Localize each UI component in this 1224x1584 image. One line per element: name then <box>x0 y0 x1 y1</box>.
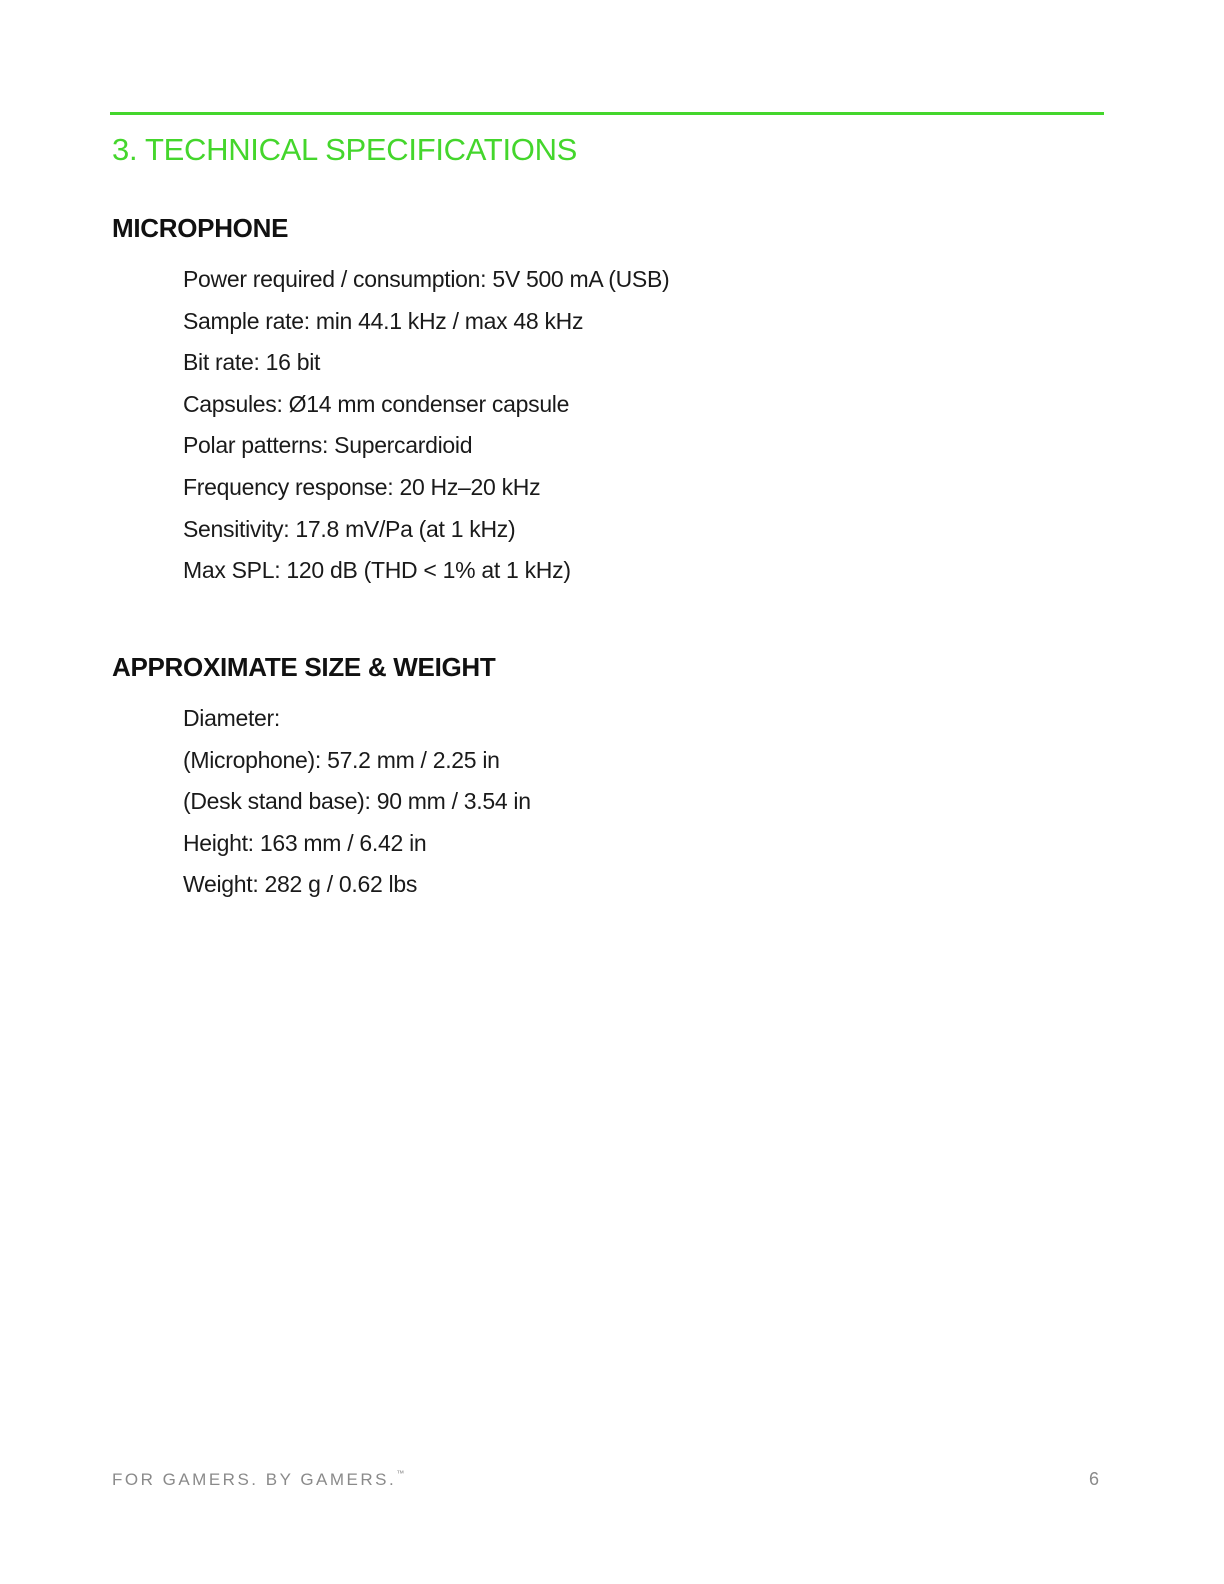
size-weight-spec-list <box>183 698 531 906</box>
footer-tagline-text: FOR GAMERS. BY GAMERS. <box>112 1470 397 1489</box>
size-weight-heading: APPROXIMATE SIZE & WEIGHT <box>112 652 496 682</box>
trademark-symbol: ™ <box>396 1469 405 1478</box>
spec-diameter-desk-stand: (Desk stand base): 90 mm / 3.54 in <box>183 788 531 815</box>
footer-tagline <box>112 1469 404 1490</box>
spec-max-spl: Max SPL: 120 dB (THD < 1% at 1 kHz) <box>183 557 571 584</box>
page-number: 6 <box>1088 1469 1099 1489</box>
spec-bit-rate: Bit rate: 16 bit <box>183 349 321 376</box>
spec-height: Height: 163 mm / 6.42 in <box>183 829 427 856</box>
spec-polar-patterns: Polar patterns: Supercardioid <box>183 432 473 459</box>
spec-diameter: Diameter: <box>183 705 280 731</box>
microphone-spec-list <box>183 259 669 592</box>
header-divider <box>110 112 1104 115</box>
spec-frequency-response: Frequency response: 20 Hz–20 kHz <box>183 473 541 500</box>
spec-diameter-microphone: (Microphone): 57.2 mm / 2.25 in <box>183 746 500 773</box>
spec-weight: Weight: 282 g / 0.62 lbs <box>183 871 418 898</box>
section-title: 3. TECHNICAL SPECIFICATIONS <box>112 132 578 167</box>
spec-capsules: Capsules: Ø14 mm condenser capsule <box>183 390 570 417</box>
spec-sensitivity: Sensitivity: 17.8 mV/Pa (at 1 kHz) <box>183 515 516 542</box>
spec-power: Power required / consumption: 5V 500 mA (USB) <box>183 266 670 292</box>
spec-sample-rate: Sample rate: min 44.1 kHz / max 48 kHz <box>183 307 584 334</box>
microphone-heading: MICROPHONE <box>112 213 289 243</box>
